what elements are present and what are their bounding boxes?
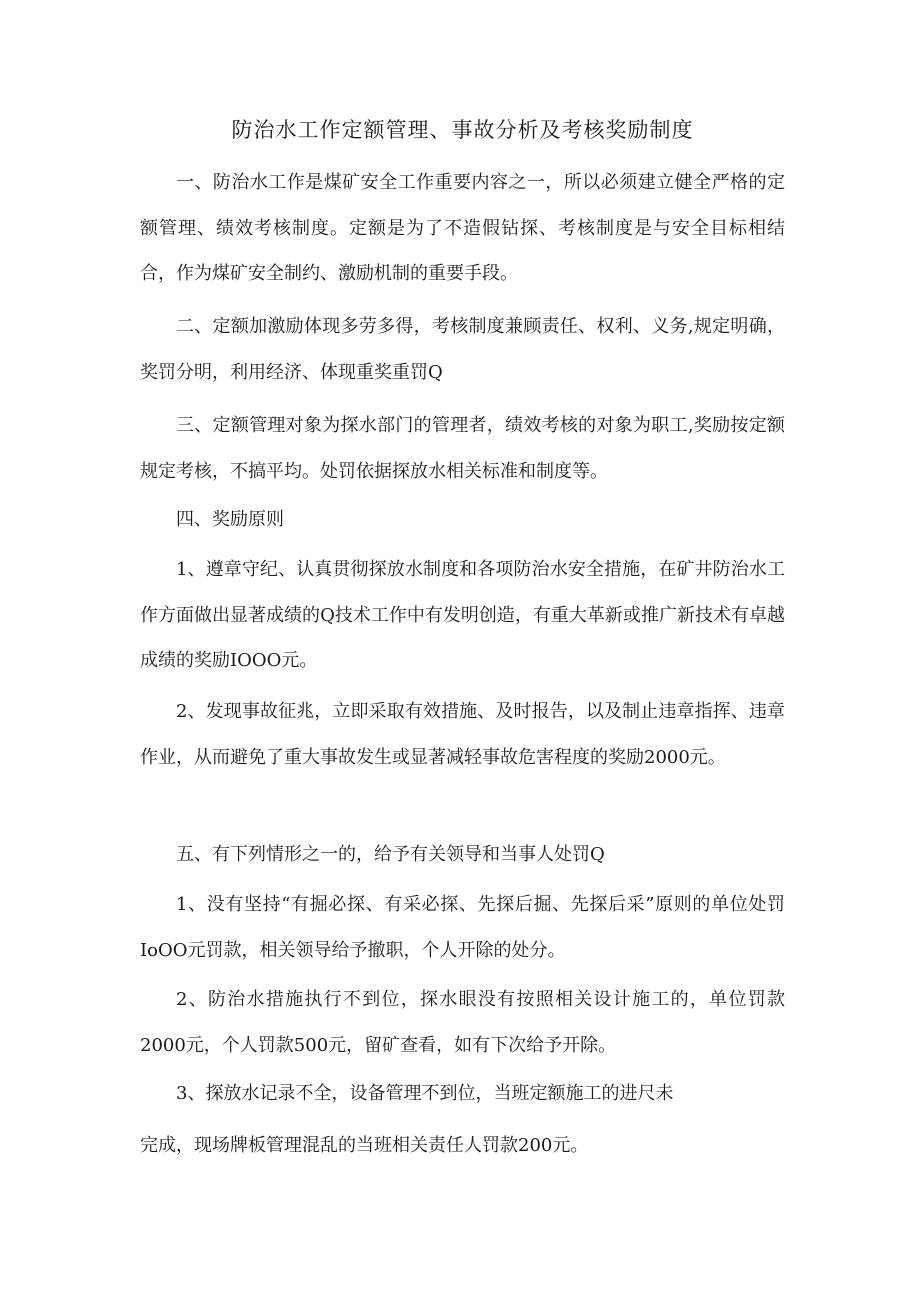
- penalty-item-3-line-2: 完成，现场牌板管理混乱的当班相关责任人罚款200元。: [140, 1135, 589, 1156]
- reward-item-1: 1、遵章守纪、认真贯彻探放水制度和各项防治水安全措施，在矿井防治水工作方面做出显著成绩的Q技术工作中有发明创造，有重大革新或推广新技术有卓越成绩的奖励IOOO元。: [140, 559, 785, 671]
- penalty-item-2: 2、防治水措施执行不到位，探水眼没有按照相关设计施工的，单位罚款2000元，个人罚款500元，留矿查看，如有下次给予开除。: [140, 989, 785, 1056]
- document-title: 防治水工作定额管理、事故分析及考核奖励制度: [231, 118, 694, 142]
- paragraph-2-quota-incentive: 二、定额加激励体现多劳多得，考核制度兼顾责任、权利、义务,规定明确，奖罚分明，利用经济、体现重奖重罚Q: [140, 316, 785, 383]
- reward-item-2: 2、发现事故征兆，立即采取有效措施、及时报告，以及制止违章指挥、违章作业，从而避免了重大事故发生或显著减轻事故危害程度的奖励2000元。: [140, 701, 785, 768]
- paragraph-1-water-prevention-importance: 一、防治水工作是煤矿安全工作重要内容之一，所以必须建立健全严格的定额管理、绩效考核制度。定额是为了不造假钻探、考核制度是与安全目标相结合，作为煤矿安全制约、激励机制的重要手段。: [140, 172, 785, 284]
- paragraph-3-quota-management-target: 三、定额管理对象为探水部门的管理者，绩效考核的对象为职工,奖励按定额规定考核，不搞平均。处罚依据探放水相关标准和制度等。: [140, 415, 785, 482]
- section-heading-reward-principles: 四、奖励原则: [176, 509, 284, 530]
- section-heading-penalties: 五、有下列情形之一的，给予有关领导和当事人处罚Q: [176, 844, 605, 865]
- penalty-item-3-line-1: 3、探放水记录不全，设备管理不到位，当班定额施工的进尺未: [176, 1083, 674, 1104]
- penalty-item-1: 1、没有坚持“有掘必探、有采必探、先探后掘、先探后采”原则的单位处罚IoOO元罚款，相关领导给予撤职，个人开除的处分。: [140, 894, 785, 961]
